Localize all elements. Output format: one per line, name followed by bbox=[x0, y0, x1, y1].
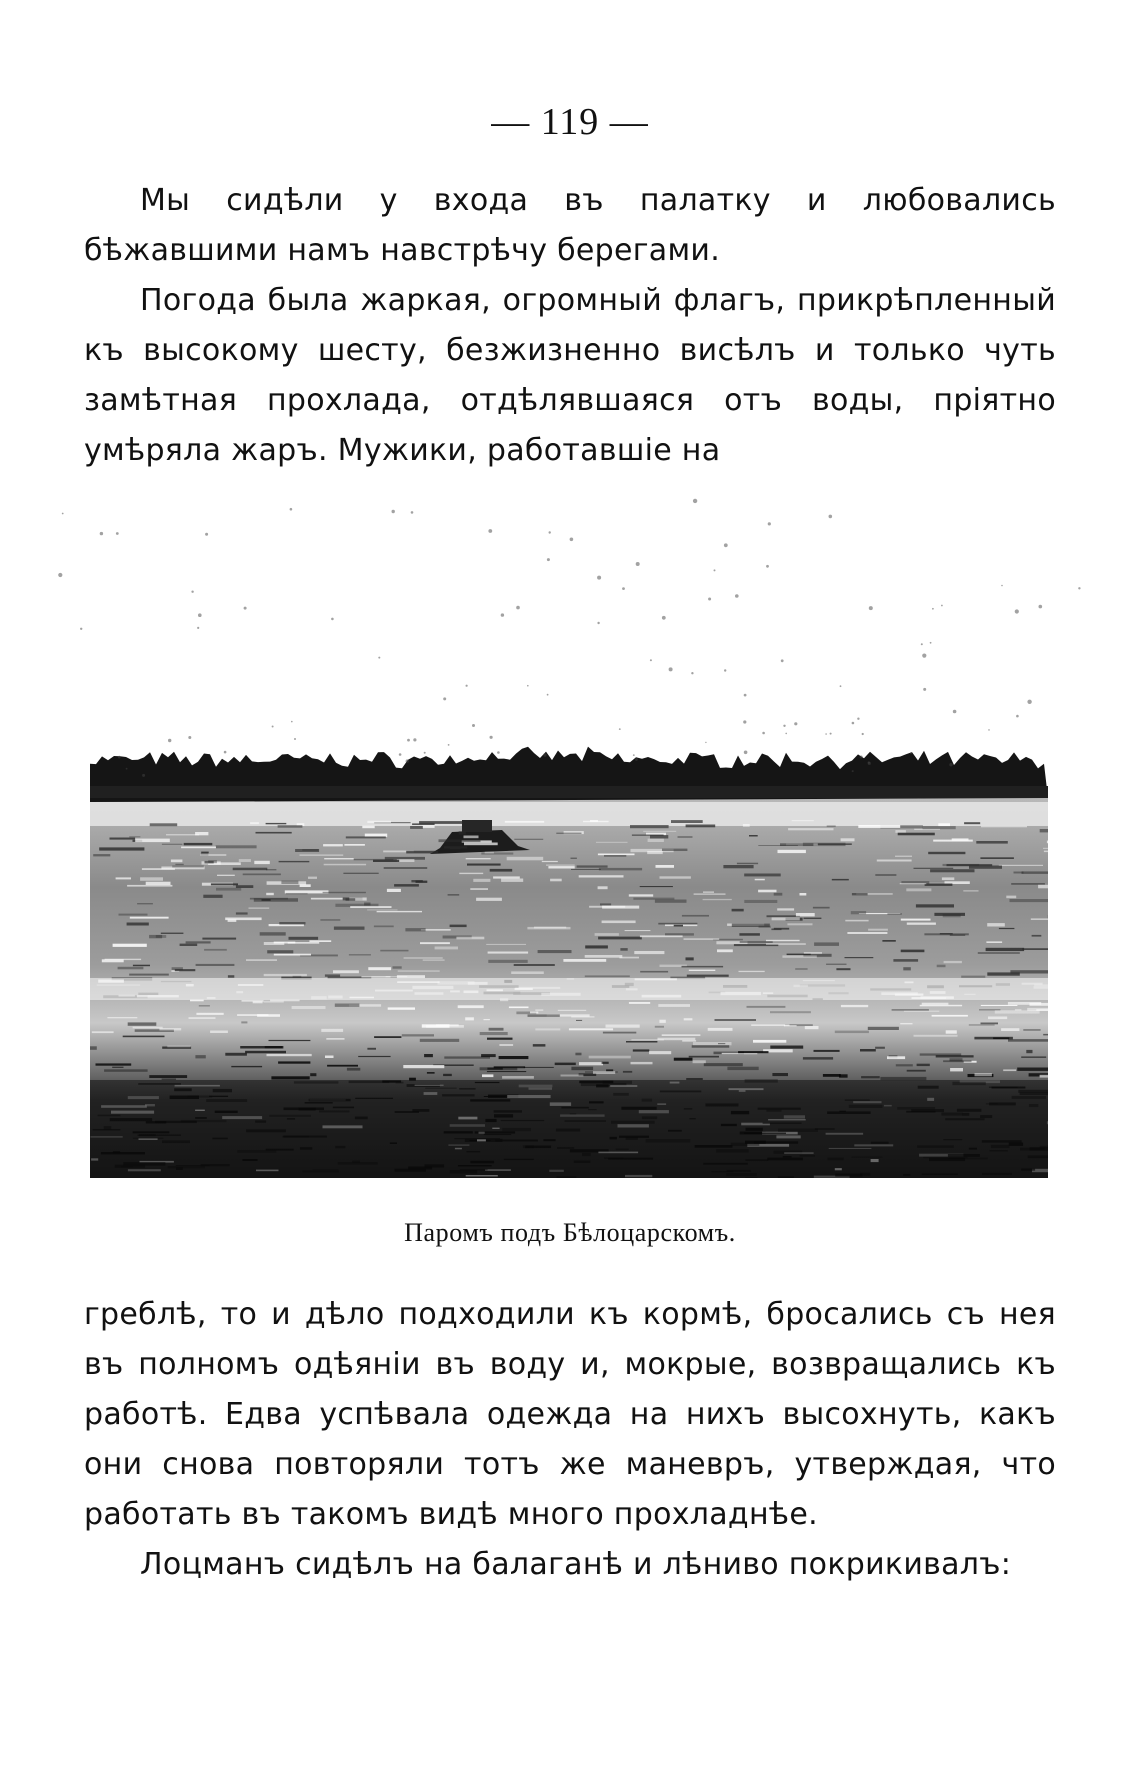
paragraph: Лоцманъ сидѣлъ на балаганѣ и лѣниво покрикивалъ: bbox=[140, 1547, 1012, 1582]
page-number: — 119 — bbox=[491, 101, 649, 143]
text-block-bottom bbox=[84, 1290, 1056, 1590]
text-block-top bbox=[84, 176, 1056, 476]
ferry-photograph bbox=[90, 720, 1048, 1178]
figure-caption: Паромъ подъ Бѣлоцарскомъ. bbox=[404, 1218, 736, 1247]
paragraph: Погода была жаркая, огромный флагъ, прикрѣпленный къ высокому шесту, безжизненно висѣлъ и только чуть замѣтная прохлада, отдѣлявшаяся отъ воды, пріятно умѣряла жаръ. Мужики, работавшіе на bbox=[84, 283, 1056, 468]
paragraph: греблѣ, то и дѣло подходили къ кормѣ, бросались съ нея въ полномъ одѣяніи въ воду и, мокрые, возвращались къ работѣ. Едва успѣвала одежда на нихъ высохнуть, какъ они снова повторяли тотъ же маневръ, утверждая, что работать въ такомъ видѣ много прохладнѣе. bbox=[84, 1297, 1056, 1532]
photo-image bbox=[90, 720, 1048, 1178]
paragraph: Мы сидѣли у входа въ палатку и любовались бѣжавшими намъ навстрѣчу берегами. bbox=[84, 183, 1056, 268]
